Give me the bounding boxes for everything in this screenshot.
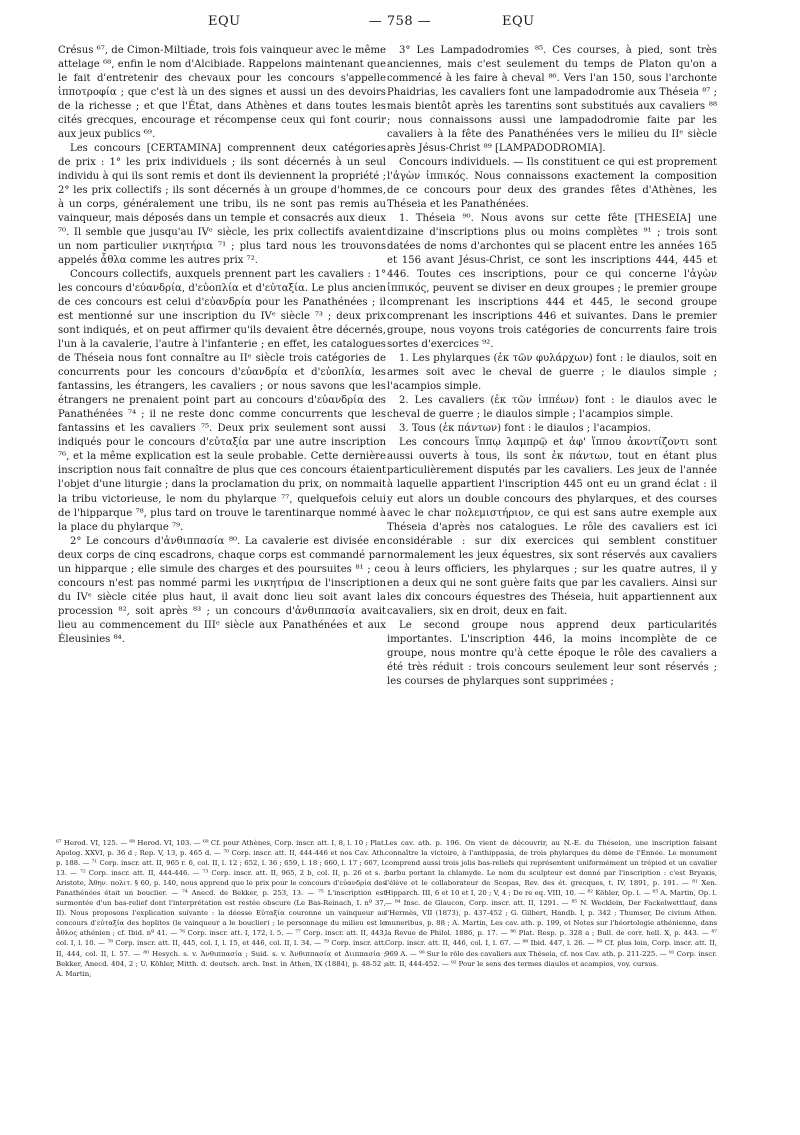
- right-column: [387, 44, 717, 689]
- page-number: — 758 —: [368, 14, 432, 29]
- paragraph: Concours individuels. — Ils constituent ce qui est proprement l'ἀγὼν ἱππικός. Nous connaissons exactement la composition de ce concours pour deux des grandes fêtes d'Athènes, les Théseia et les Panathénées.: [387, 157, 717, 211]
- running-head-right: EQU: [502, 14, 535, 29]
- footnote-text: ⁶⁷ Herod. VI, 125. — ⁶⁸ Herod. VI, 103. — ⁶⁹ Cf. pour Athènes, Corp. inscr. att. I, 8, l. 10 ; Plat. Apolog. XXVI, p. 36 d ; Rep. V, 13, p. 465 d. — ⁷⁰ Corp. inscr. att. II, 444-446 et nos Cav. Ath. p. 188. — ⁷¹ Corp. inscr. att. II, 965 r. 6, col. II, l. 12 ; 652, l. 36 ; 659, l. 18 ; 660, l. 17 ; 667, l. 13. — ⁷² Corp. inscr. att. II, 444-446. — ⁷³ Corp. inscr. att. II, 965, 2 b, col. II, p. 26 et s. ; Aristote, Ἀθην. πολιτ. § 60, p. 140, nous apprend que le prix pour le concours d'εὐανδρία des Panathénées était un bouclier. — ⁷⁴ Anecd. de Bekker, p. 253, 13. — ⁷⁵ L'inscription est surmontée d'un bas-relief dont l'interprétation est restée obscure (Le Bas-Reinach, I. nº 37, II). Nous proposons l'explication suivante : la déesse Εὐταξία couronne un vainqueur au concours d'εὐταξία des hoplites (le vainqueur a le bouclier) ; le personnage du milieu est le ἆθλος athénien ; cf. Ibid. nº 41. — ⁷⁶ Corp. inscr. att. I, 172, l. 5. — ⁷⁷ Corp. inscr. att. II, 443, col. I, l. 10. — ⁷⁸ Corp. inscr. att. II, 445, col. I, l. 15, et 446, col. II, l. 34. — ⁷⁹ Corp. inscr. att. II, 444, col. II, l. 57. — ⁸⁰ Hesych. s. v. Ἀνθιππασία ; Suid. s. v. Ἀνθιππασία et Διιππασία ; Bekker, Anecd. 404, 2 ; U. Köhler, Mitth. d. deutsch. arch. Inst. in Athen, IX (1884), p. 48-52 ; A. Martin,: [56, 839, 386, 978]
- paragraph: 1. Théseia ⁹⁰. Nous avons sur cette fête [THESEIA] une dizaine d'inscriptions plus ou moins complètes ⁹¹ ; trois sont datées de noms d'archontes qui se placent entre les années 165 et 156 avant Jésus-Christ, ce sont les inscriptions 444, 445 et 446. Toutes ces inscriptions, pour ce qui concerne l'ἀγὼν ἱππικός, peuvent se diviser en deux groupes ; le premier groupe comprenant les inscriptions 444 et 445, le second groupe comprenant les inscriptions 446 et suivantes. Dans le premier groupe, nous voyons trois catégories de concurrents faire trois sortes d'exercices ⁹².: [387, 213, 717, 351]
- list-item: 3. Tous (ἐκ πάντων) font : le diaulos ; l'acampios.: [399, 423, 651, 435]
- paragraph: Concours collectifs, auxquels prennent part les cavaliers : 1° les concours d'εὐανδρία, d'εὐοπλία et d'εὐταξία. Le plus ancien de ces concours est celui d'εὐανδρία pour les Panathénées ; il est mentionné sur une inscription du IVᵉ siècle ⁷³ ; deux prix sont indiqués, et on peut affirmer qu'ils devaient être décernés, l'un à la cavalerie, l'autre à l'infanterie ; en effet, les catalogues de Théseia nous font connaître au IIᵉ siècle trois catégories de concurrents pour les concours d'εὐανδρία et d'εὐοπλία, les fantassins, les étrangers, les cavaliers ; or nous savons que les étrangers ne prenaient point part au concours d'εὐανδρία des Panathénées ⁷⁴ ; il ne reste donc comme concurrents que les fantassins et les cavaliers ⁷⁵. Deux prix seulement sont aussi indiqués pour le concours d'εὐταξία par une autre inscription ⁷⁶, et la même explication est la seule probable. Cette dernière inscription nous fait connaître de plus que ces concours étaient l'objet d'une liturgie ; dans la proclamation du prix, on nommait la tribu victorieuse, le nom du phylarque ⁷⁷, quelquefois celui de l'hipparque ⁷⁸, plus tard on trouve le tarentinarque nommé à la place du phylarque ⁷⁹.: [58, 269, 386, 533]
- footnotes-left: [56, 838, 386, 979]
- paragraph: Les concours ἵππῳ λαμπρῷ et ἀφ' ἵππου ἀκοντίζοντι sont aussi ouverts à tous, ils sont ἐκ πάντων, tout en étant plus particulièrement disputés par les cavaliers. Les jeux de l'année à laquelle appartient l'inscription 445 ont eu un grand éclat : il y eut alors un double concours des phylarques, et des courses avec le char πολεμιστήριον, ce qui est sans autre exemple aux Théseia d'après nos catalogues. Le rôle des cavaliers est ici considérable : sur dix exercices qui semblent constituer normalement les jeux équestres, six sont réservés aux cavaliers ou à leurs officiers, les phylarques ; sur les quatre autres, il y en a deux qui ne sont guère faits que par les cavaliers. Ainsi sur les dix concours équestres des Théseia, huit appartiennent aux cavaliers, six en droit, deux en fait.: [387, 437, 717, 617]
- paragraph: Les concours [CERTAMINA] comprennent deux catégories de prix : 1° les prix individuels ; ils sont décernés à un seul individu à qui ils sont remis et dont ils deviennent la propriété ; 2° les prix collectifs ; ils sont décernés à un groupe d'hommes, à un corps, généralement une tribu, ils ne sont pas remis au vainqueur, mais déposés dans un temple et consacrés aux dieux ⁷⁰. Il semble que jusqu'au IVᵉ siècle, les prix collectifs avaient un nom particulier νικητήρια ⁷¹ ; plus tard nous les trouvons appelés ἆθλα comme les autres prix ⁷².: [58, 143, 386, 267]
- running-head-left: EQU: [208, 14, 241, 29]
- left-column: [58, 44, 386, 647]
- paragraph: Crésus ⁶⁷, de Cimon-Miltiade, trois fois vainqueur avec le même attelage ⁶⁸, enfin le nom d'Alcibiade. Rappelons maintenant que le fait d'entretenir des chevaux pour les concours s'appelle ἱπποτροφία ; que c'est là un des signes et aussi un des devoirs de la richesse ; et que l'État, dans Athènes et dans toutes les cités grecques, encourage et récompense ceux qui font courir aux jeux publics ⁶⁹.: [58, 45, 386, 141]
- footnote-text: Les cav. ath. p. 196. On vient de découvrir, au N.-E. du Théseion, une inscription faisant connaître la victoire, à l'anthippasia, de trois phylarques du dème de l'Ennée. Le monument comprend aussi trois jolis bas-reliefs qui représentent uniformément un trépied et un cavalier barbu portant la chlamyde. Le nom du sculpteur est donné par l'inscription : c'est Bryaxis, l'élève et le collaborateur de Scopas, Rev. des ét. grecques, t. IV, 1891, p. 191. — ⁸¹ Xen. Hipparch. III, 6 et 10 et I, 20 ; V, 4 ; De re eq. VIII, 10. — ⁸² Köhler, Op. l. — ⁸³ A. Martin, Op. l. — ⁸⁴ Insc. de Glaucon, Corp. inscr. att. II, 1291. — ⁸⁵ N. Wecklein, Der Fackelwettlauf, dans l'Hermès, VII (1873), p. 437-452 ; G. Gilbert, Handb. I, p. 342 ; Thumser, De civium Athen. muneribus, p. 88 ; A. Martin, Les cav. ath. p. 199, et Notes sur l'héortologie athénienne, dans la Revue de Philol. 1886, p. 17. — ⁸⁶ Plat. Resp. p. 328 a ; Bull. de corr. hell. X, p. 443. — ⁸⁷ Corp. inscr. att. II, 446, col. I, l. 67. — ⁸⁸ Ibid. 447, l. 26. — ⁸⁹ Cf. plus loin, Corp. inscr. att. II, 969 A. — ⁹⁰ Sur le rôle des cavaliers aux Théseia, cf. nos Cav. ath. p. 211-225. — ⁹¹ Corp. inscr. att. II, 444-452. — ⁹² Pour le sens des termes diaulos et acampios, voy. cursus.: [385, 839, 717, 968]
- list-item: 1. Les phylarques (ἐκ τῶν φυλάρχων) font : le diaulos, soit en armes soit avec le cheval de guerre ; le diaulos simple ; l'acampios simple.: [387, 353, 717, 393]
- footnotes-right: [385, 838, 717, 969]
- paragraph: 2° Le concours d'ἀνθιππασία ⁸⁰. La cavalerie est divisée en deux corps de cinq escadrons, chaque corps est commandé par un hipparque ; elle simule des charges et des poursuites ⁸¹ ; ce concours n'est pas nommé parmi les νικητήρια de l'inscription du IVᵉ siècle citée plus haut, il avait donc lieu soit avant la procession ⁸², soit après ⁸³ ; un concours d'ἀνθιππασία avait lieu au commencement du IIIᵉ siècle aux Panathénées et aux Éleusinies ⁸⁴.: [58, 535, 386, 645]
- list-item: 2. Les cavaliers (ἐκ τῶν ἱππέων) font : le diaulos avec le cheval de guerre ; le diaulos simple ; l'acampios simple.: [387, 395, 717, 421]
- paragraph: 3° Les Lampadodromies ⁸⁵. Ces courses, à pied, sont très anciennes, mais c'est seulement du temps de Platon qu'on a commencé à les faire à cheval ⁸⁶. Vers l'an 150, sous l'archonte Phaidrias, les cavaliers font une lampadodromie aux Théseia ⁸⁷ ; mais bientôt après les tarentins sont substitués aux cavaliers ⁸⁸ ; nous connaissons aussi une lampadodromie faite par les cavaliers à la fête des Panathénées vers le milieu du IIᵉ siècle après Jésus-Christ ⁸⁹ [LAMPADODROMIA].: [387, 45, 717, 155]
- paragraph: Le second groupe nous apprend deux particularités importantes. L'inscription 446, la moins incomplète de ce groupe, nous montre qu'à cette époque le rôle des cavaliers a été très réduit : trois concours seulement leur sont réservés ; les courses de phylarques sont supprimées ;: [387, 619, 717, 687]
